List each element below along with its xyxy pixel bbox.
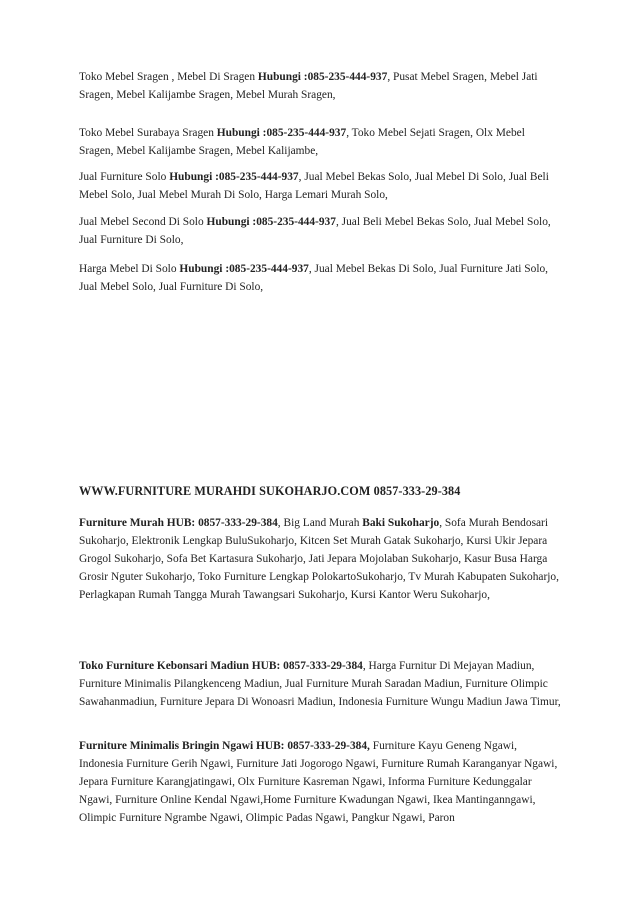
paragraph-jual-furniture-solo	[79, 168, 561, 204]
text: , Jual Mebel Bekas Di Solo, Jual Furniture Jati Solo, Jual Mebel Solo, Jual Furniture Di Solo,	[79, 263, 549, 293]
text: , Jual Beli Mebel Bekas Solo, Jual Mebel Solo, Jual Furniture Di Solo,	[79, 216, 551, 246]
text: Jual Furniture Solo	[79, 171, 170, 183]
paragraph-furniture-ngawi	[79, 737, 561, 827]
text: , Harga Furnitur Di Mejayan Madiun, Furniture Minimalis Pilangkenceng Madiun, Jual Furniture Murah Saradan Madiun, Furniture Olimpic Sawahanmadiun, Furniture Jepara Di Wonoasri Madiun, Indonesia Furniture Wungu Madiun Jawa Timur,	[79, 660, 561, 708]
phone-number: Hubungi :085-235-444-937	[179, 263, 309, 275]
phone-number: Hubungi :085-235-444-937	[169, 171, 299, 183]
text: , Jual Mebel Bekas Solo, Jual Mebel Di Solo, Jual Beli Mebel Solo, Jual Mebel Murah Di Solo, Harga Lemari Murah Solo,	[79, 171, 549, 201]
bold-title: Toko Furniture Kebonsari Madiun HUB: 0857-333-29-384	[79, 660, 363, 672]
site-heading: WWW.FURNITURE MURAHDI SUKOHARJO.COM 0857-333-29-384	[79, 484, 461, 498]
paragraph-toko-mebel-sragen	[79, 68, 561, 104]
text: Harga Mebel Di Solo	[79, 263, 180, 275]
bold-title: Furniture Minimalis Bringin Ngawi HUB: 0857-333-29-384,	[79, 740, 370, 752]
paragraph-toko-mebel-surabaya	[79, 124, 561, 160]
paragraph-furniture-sukoharjo	[79, 514, 561, 604]
phone-number: Hubungi :085-235-444-937	[206, 216, 336, 228]
paragraph-harga-mebel	[79, 260, 561, 296]
text: Toko Mebel Sragen , Mebel Di Sragen	[79, 71, 258, 83]
text: , Sofa Murah Bendosari Sukoharjo, Elektronik Lengkap BuluSukoharjo, Kitcen Set Murah Gatak Sukoharjo, Kursi Ukir Jepara Grogol Sukoharjo, Sofa Bet Kartasura Sukoharjo, Jati Jepara Mojolaban Sukoharjo, Kasur Busa Harga Grosir Nguter Sukoharjo, Toko Furniture Lengkap PolokartoSukoharjo, Tv Murah Kabupaten Sukoharjo, Perlagkapan Rumah Tangga Murah Tawangsari Sukoharjo, Kursi Kantor Weru Sukoharjo,	[79, 517, 559, 601]
text: , Big Land Murah	[277, 517, 363, 529]
text: Toko Mebel Surabaya Sragen	[79, 127, 217, 139]
bold-location: Baki Sukoharjo	[362, 517, 440, 529]
phone-number: Hubungi :085-235-444-937	[216, 127, 347, 139]
text: Jual Mebel Second Di Solo	[79, 216, 207, 228]
text: , Pusat Mebel Sragen, Mebel Jati Sragen, Mebel Kalijambe Sragen, Mebel Murah Sragen,	[79, 71, 538, 101]
paragraph-furniture-madiun	[79, 657, 561, 711]
phone-number: Hubungi :085-235-444-937	[257, 71, 388, 83]
bold-title: Furniture Murah HUB: 0857-333-29-384	[79, 517, 278, 529]
text: Furniture Kayu Geneng Ngawi, Indonesia Furniture Gerih Ngawi, Furniture Jati Jogorogo Ngawi, Furniture Rumah Karanganyar Ngawi, Jepara Furniture Karangjatingawi, Olx Furniture Kasreman Ngawi, Informa Furniture Kedunggalar Ngawi, Furniture Online Kendal Ngawi,Home Furniture Kwadungan Ngawi, Ikea Mantinganngawi, Olimpic Furniture Ngrambe Ngawi, Olimpic Padas Ngawi, Pangkur Ngawi, Paron	[79, 740, 558, 824]
paragraph-jual-mebel-second	[79, 213, 561, 249]
text: , Toko Mebel Sejati Sragen, Olx Mebel Sragen, Mebel Kalijambe Sragen, Mebel Kalijambe,	[79, 127, 525, 157]
